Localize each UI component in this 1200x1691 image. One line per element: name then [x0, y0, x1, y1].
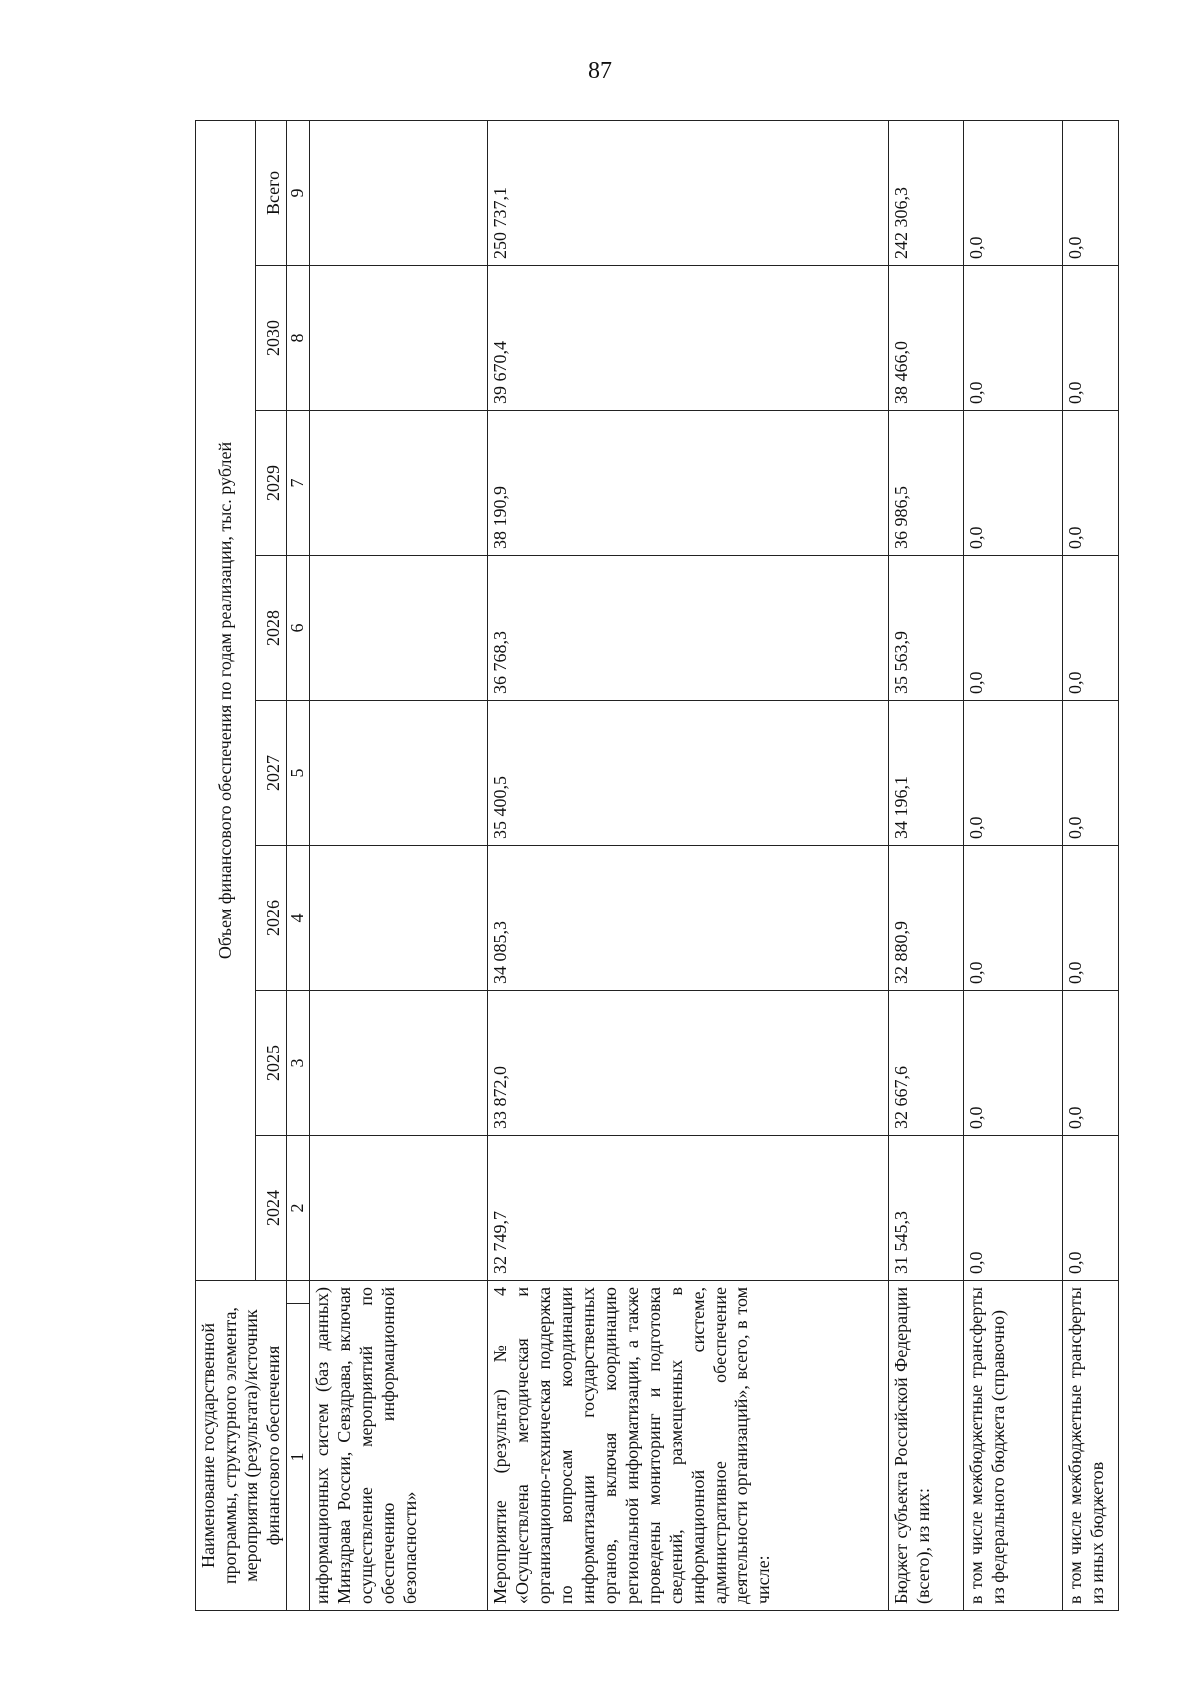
row-value: 0,0: [963, 266, 1063, 411]
row-value: 242 306,3: [889, 120, 963, 265]
header-year: 2029: [256, 411, 287, 556]
row-value: [310, 556, 488, 701]
row-name: в том числе межбюджетные трансферты из федерального бюджета (справочно): [963, 1281, 1063, 1611]
column-number: 4: [287, 846, 310, 991]
row-value: 0,0: [1063, 846, 1119, 991]
row-value: 0,0: [1063, 991, 1119, 1136]
header-year: 2026: [256, 846, 287, 991]
row-value: 31 545,3: [889, 1136, 963, 1281]
row-value: 34 196,1: [889, 701, 963, 846]
row-value: 0,0: [1063, 1136, 1119, 1281]
row-value: [310, 120, 488, 265]
row-value: 32 749,7: [488, 1136, 889, 1281]
column-number: 7: [287, 411, 310, 556]
row-value: 0,0: [1063, 120, 1119, 265]
column-number: 3: [287, 991, 310, 1136]
header-year: 2024: [256, 1136, 287, 1281]
column-number: 8: [287, 266, 310, 411]
header-year: 2027: [256, 701, 287, 846]
header-group-cell: Объем финансового обеспечения по годам реализации, тыс. рублей: [196, 120, 256, 1280]
header-name-cell: Наименование государственной программы, структурного элемента, мероприятия (результата)/источник финансового обеспечения: [196, 1281, 287, 1611]
row-value: [310, 266, 488, 411]
row-value: 250 737,1: [488, 120, 889, 265]
row-value: 32 667,6: [889, 991, 963, 1136]
row-name: информационных систем (баз данных) Минздрава России, Севздрава, включая осуществление мероприятий по обеспечению информационной безопасности»: [310, 1281, 488, 1611]
row-value: 0,0: [963, 846, 1063, 991]
row-value: 0,0: [963, 411, 1063, 556]
header-year: 2030: [256, 266, 287, 411]
column-number-label: 1: [287, 1452, 308, 1462]
page-number: 87: [588, 58, 612, 84]
row-value: 33 872,0: [488, 991, 889, 1136]
row-value: [310, 1136, 488, 1281]
column-number: [287, 1281, 310, 1611]
row-value: 35 563,9: [889, 556, 963, 701]
row-value: 38 466,0: [889, 266, 963, 411]
row-name: в том числе межбюджетные трансферты из иных бюджетов: [1063, 1281, 1119, 1611]
row-value: 0,0: [1063, 266, 1119, 411]
row-value: 32 880,9: [889, 846, 963, 991]
row-value: 39 670,4: [488, 266, 889, 411]
row-value: 0,0: [1063, 411, 1119, 556]
table-row: [963, 120, 1063, 1610]
row-value: 38 190,9: [488, 411, 889, 556]
row-value: [310, 846, 488, 991]
row-value: 36 768,3: [488, 556, 889, 701]
header-year: 2025: [256, 991, 287, 1136]
rotated-table-frame: [195, 121, 1108, 1611]
table-row: [1063, 120, 1119, 1610]
column-number: 5: [287, 701, 310, 846]
column-number: 6: [287, 556, 310, 701]
row-value: 0,0: [963, 1136, 1063, 1281]
column-number: 9: [287, 120, 310, 265]
header-total: Всего: [256, 120, 287, 265]
row-value: [310, 701, 488, 846]
row-name: Мероприятие (результат) № 4 «Осуществлена методическая и организационно-техническая поддержка по вопросам координации информатизации государственных органов, включая координацию региональной информатизации, а также проведены мониторинг и подготовка сведений, размещенных в информационной системе, административное обеспечение деятельности организаций», всего, в том числе:: [488, 1281, 889, 1611]
row-value: 0,0: [963, 556, 1063, 701]
row-value: 0,0: [963, 701, 1063, 846]
financing-table: [195, 120, 1119, 1611]
row-value: 0,0: [1063, 556, 1119, 701]
row-value: 35 400,5: [488, 701, 889, 846]
row-value: [310, 991, 488, 1136]
row-value: 0,0: [1063, 701, 1119, 846]
row-value: 0,0: [963, 120, 1063, 265]
table-row: [310, 120, 488, 1610]
row-value: 0,0: [963, 991, 1063, 1136]
rotated-table-area: [195, 121, 1108, 1611]
row-value: 34 085,3: [488, 846, 889, 991]
row-value: 36 986,5: [889, 411, 963, 556]
column-number: 2: [287, 1136, 310, 1281]
table-row: [889, 120, 963, 1610]
header-year: 2028: [256, 556, 287, 701]
row-value: [310, 411, 488, 556]
table-row: [488, 120, 889, 1610]
row-name: Бюджет субъекта Российской Федерации (всего), из них:: [889, 1281, 963, 1611]
